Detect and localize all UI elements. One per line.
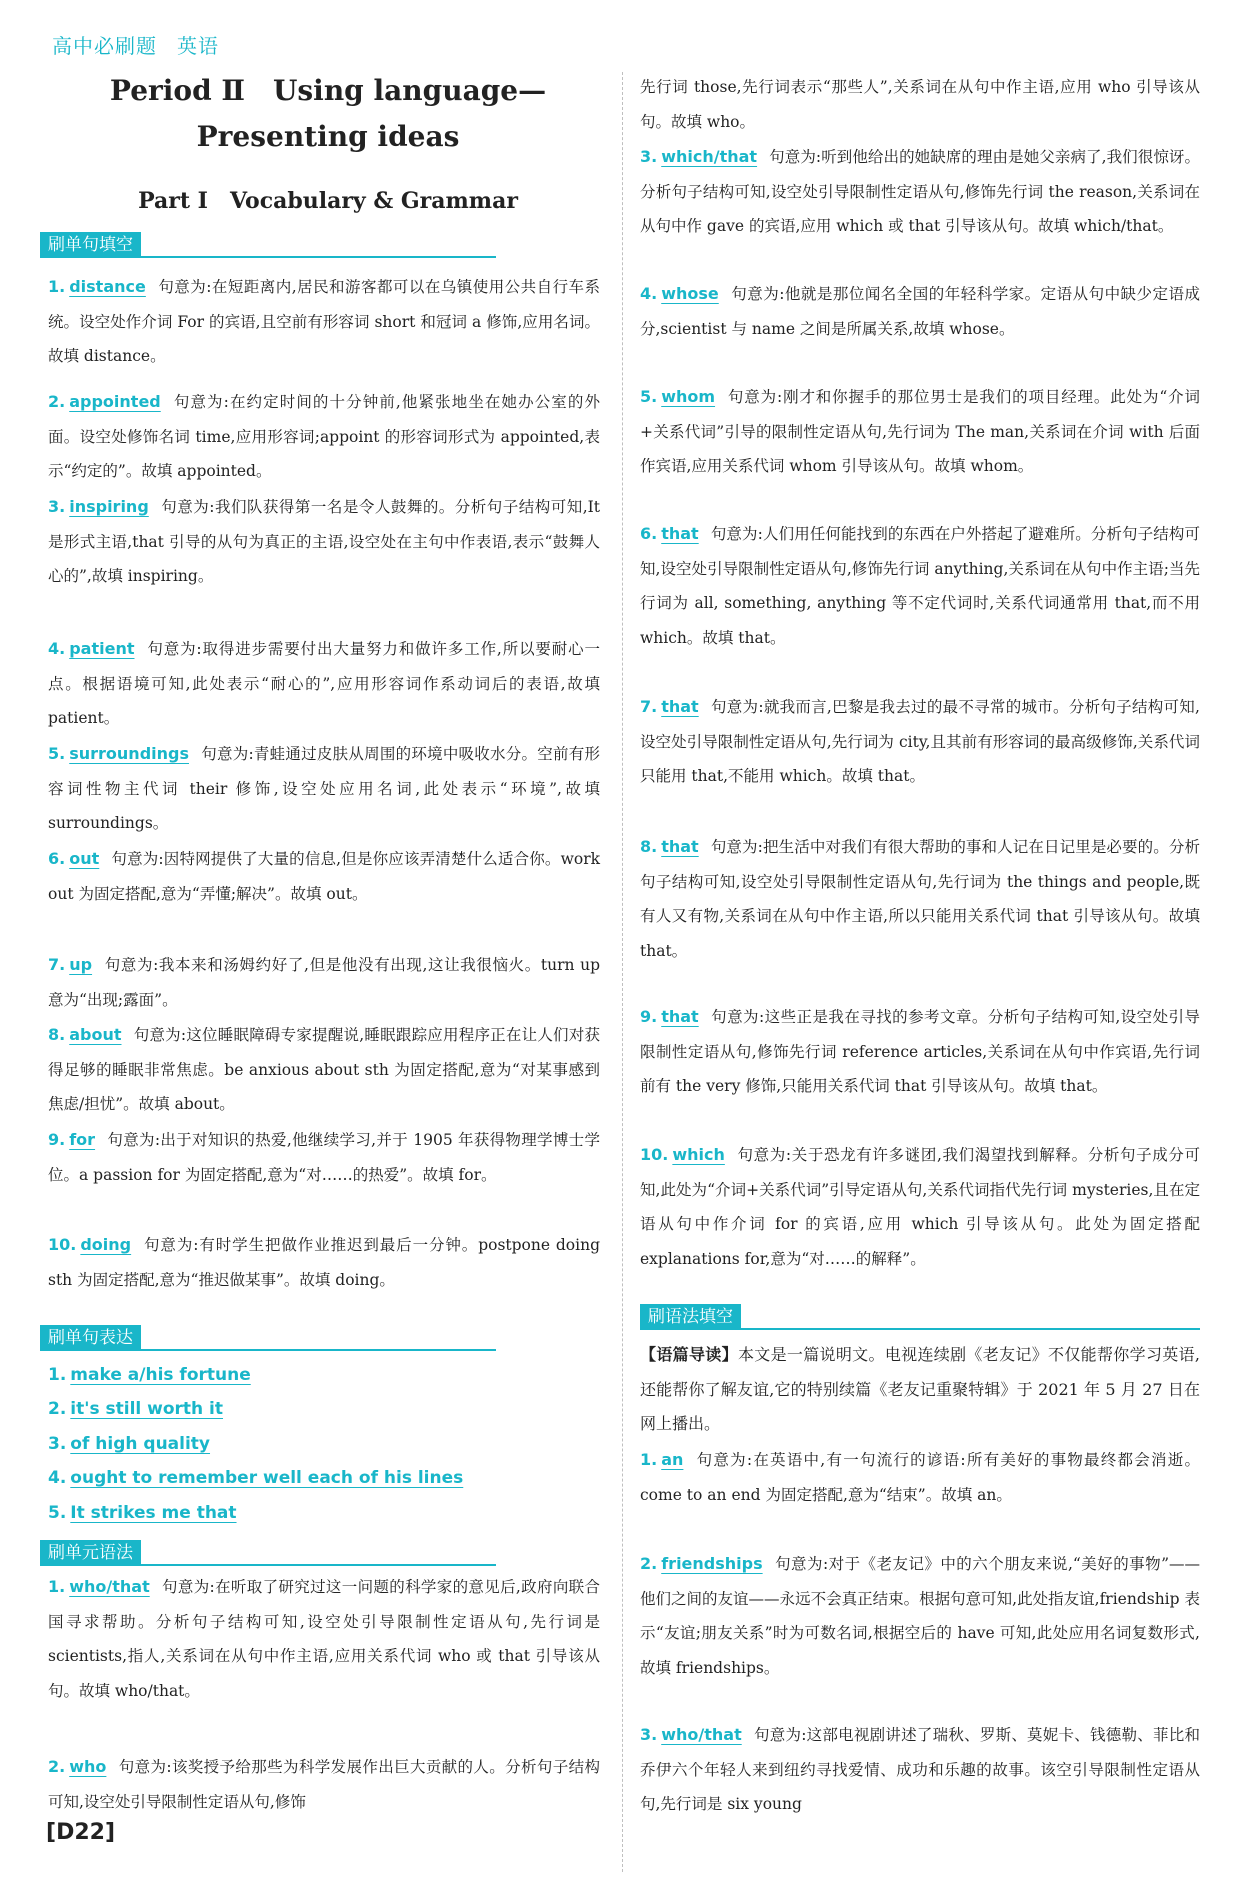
item-explanation: 句意为:我们队获得第一名是令人鼓舞的。分析句子结构可知,It 是形式主语,that 引导的从句为真正的主语,设空处在主句中作表语,表示“鼓舞人心的”,故填 inspiring。 [48,498,600,585]
item-number: 5. [48,1503,67,1523]
item-answer: it's still worth it [70,1399,224,1419]
item-answer: who/that [661,1725,742,1744]
answer-item [640,1000,1200,1104]
item-explanation: 句意为:听到他给出的她缺席的理由是她父亲病了,我们很惊讶。分析句子结构可知,设空处引导限制性定语从句,修饰先行词 the reason,关系词在从句中作 gave 的宾语,应用 which 或 that 引导该从句。故填 which/that。 [640,148,1200,235]
item-explanation: 句意为:在听取了研究过这一问题的科学家的意见后,政府向联合国寻求帮助。分析句子结构可知,设空处引导限制性定语从句,先行词是 scientists,指人,关系词在从句中作主语,应用关系代词 who 或 that 引导该从句。故填 who/that。 [48,1578,600,1700]
item-explanation: 句意为:在短距离内,居民和游客都可以在乌镇使用公共自行车系统。设空处作介词 For 的宾语,且空前有形容词 short 和冠词 a 修饰,应用名词。故填 distance。 [48,278,600,365]
answer-item [640,830,1200,968]
item-explanation: 句意为:刚才和你握手的那位男士是我们的项目经理。此处为“介词+关系代词”引导的限制性定语从句,先行词为 The man,关系词在介词 with 后面作宾语,应用关系代词 whom 引导该从句。故填 whom。 [640,388,1200,475]
item-number: 6. [48,849,66,868]
part-heading: Part Ⅰ Vocabulary & Grammar [138,188,518,214]
answer-item [48,1570,600,1708]
intro-tag: 【语篇导读】 [640,1345,738,1364]
item-number: 8. [48,1025,66,1044]
answer-item [48,632,600,736]
item-answer: make a/his fortune [70,1365,251,1385]
item-number: 3. [640,147,658,166]
book-name: 高中必刷题 [52,34,157,58]
answer-item [640,517,1200,655]
item-answer: inspiring [69,497,149,516]
item-number: 8. [640,837,658,856]
item-number: 2. [48,1757,66,1776]
answer-item [48,737,600,841]
item-number: 5. [640,387,658,406]
answer-item [640,140,1200,244]
section-heading [40,232,496,258]
item-answer: which/that [661,147,758,166]
item-number: 3. [48,1434,67,1454]
item-number: 4. [640,284,658,303]
item-answer: appointed [69,392,161,411]
intro-text: 本文是一篇说明文。电视连续剧《老友记》不仅能帮你学习英语,还能帮你了解友谊,它的特别续篇《老友记重聚特辑》于 2021 年 5 月 27 日在网上播出。 [640,1345,1200,1433]
item-answer: for [69,1130,96,1149]
item-number: 3. [640,1725,658,1744]
item-explanation: 句意为:就我而言,巴黎是我去过的最不寻常的城市。分析句子结构可知,设空处引导限制性定语从句,先行词为 city,且其前有形容词的最高级修饰,关系代词只能用 that,不能用 which。故填 that。 [640,698,1200,785]
item-explanation: 句意为:在英语中,有一句流行的谚语:所有美好的事物最终都会消逝。come to an end 为固定搭配,意为“结束”。故填 an。 [640,1451,1200,1504]
item-explanation: 句意为:因特网提供了大量的信息,但是你应该弄清楚什么适合你。work out 为固定搭配,意为“弄懂;解决”。故填 out。 [48,850,600,903]
section-tag: 刷单元语法 [40,1540,141,1566]
section-heading [640,1304,1200,1330]
item-explanation: 句意为:我本来和汤姆约好了,但是他没有出现,这让我很恼火。turn up 意为“出现;露面”。 [48,956,600,1009]
item-answer: out [69,849,100,868]
answer-item [48,1358,600,1393]
item-answer: It strikes me that [70,1503,237,1523]
item-explanation: 句意为:关于恐龙有许多谜团,我们渴望找到解释。分析句子成分可知,此处为“介词+关系代词”引导定语从句,关系代词指代先行词 mysteries,且在定语从句中作介词 for 的宾语,应用 which 引导该从句。此处为固定搭配 explanations for,意为“对……的解释”。 [640,1146,1200,1268]
item-number: 2. [48,392,66,411]
item-number: 3. [48,497,66,516]
item-explanation: 句意为:青蛙通过皮肤从周围的环境中吸收水分。空前有形容词性物主代词 their 修饰,设空处应用名词,此处表示“环境”,故填 surroundings。 [48,745,600,832]
page-number: [D22] [46,1820,116,1845]
answer-item [48,948,600,1017]
answer-item [48,1018,600,1122]
answer-item [48,1228,600,1297]
item-answer: that [661,697,699,716]
item-answer: that [661,1007,699,1026]
answer-item [48,270,600,374]
section-tag: 刷语法填空 [640,1304,741,1330]
item-number: 6. [640,524,658,543]
answer-item [48,1392,600,1427]
item-number: 4. [48,639,66,658]
item-number: 1. [48,277,66,296]
item-number: 1. [640,1450,658,1469]
item-explanation: 句意为:人们用任何能找到的东西在户外搭起了避难所。分析句子结构可知,设空处引导限制性定语从句,修饰先行词 anything,关系词在从句中作主语;当先行词为 all, something, anything 等不定代词时,关系代词通常用 that,而不用 which。故填 that。 [640,525,1200,647]
answer-item [48,1750,600,1819]
section-tag: 刷单句表达 [40,1325,141,1351]
item-explanation: 句意为:这些正是我在寻找的参考文章。分析句子结构可知,设空处引导限制性定语从句,修饰先行词 reference articles,关系词在从句中作宾语,先行词前有 the very 修饰,只能用关系代词 that 引导该从句。故填 that。 [640,1008,1200,1095]
item-explanation: 句意为:这位睡眠障碍专家提醒说,睡眠跟踪应用程序正在让人们对获得足够的睡眠非常焦虑。be anxious about sth 为固定搭配,意为“对某事感到焦虑/担忧”。故填 about。 [48,1026,600,1113]
item-explanation: 句意为:有时学生把做作业推迟到最后一分钟。postpone doing sth 为固定搭配,意为“推迟做某事”。故填 doing。 [48,1236,600,1289]
item-number: 10. [640,1145,669,1164]
answer-item [48,1461,600,1496]
item-number: 5. [48,744,66,763]
item-answer: about [69,1025,122,1044]
item-number: 7. [640,697,658,716]
answer-item [48,385,600,489]
item-answer: distance [69,277,146,296]
answer-item [640,1718,1200,1822]
item-number: 1. [48,1365,67,1385]
answer-item [640,277,1200,346]
item-number: 1. [48,1577,66,1596]
item-answer: patient [69,639,135,658]
item-answer: up [69,955,93,974]
item-answer: doing [80,1235,132,1254]
item-answer: whose [661,284,719,303]
passage-intro [640,1338,1200,1442]
item-number: 7. [48,955,66,974]
section-heading [40,1540,496,1566]
item-answer: of high quality [70,1434,211,1454]
section-tag: 刷单句填空 [40,232,141,258]
answer-item [640,690,1200,794]
answer-item [640,70,1200,139]
book-header [52,30,219,59]
item-number: 9. [48,1130,66,1149]
item-answer: an [661,1450,684,1469]
item-answer: which [672,1145,725,1164]
section-heading [40,1325,496,1351]
answer-item [640,1138,1200,1276]
item-explanation: 句意为:该奖授予给那些为科学发展作出巨大贡献的人。分析句子结构可知,设空处引导限制性定语从句,修饰 [48,1758,600,1811]
item-explanation: 句意为:在约定时间的十分钟前,他紧张地坐在她办公室的外面。设空处修饰名词 time,应用形容词;appoint 的形容词形式为 appointed,表示“约定的”。故填 appointed。 [48,393,600,480]
item-answer: who/that [69,1577,150,1596]
item-answer: who [69,1757,107,1776]
item-number: 9. [640,1007,658,1026]
answer-item [48,1427,600,1462]
column-divider [622,72,623,1872]
item-explanation: 先行词 those,先行词表示“那些人”,关系词在从句中作主语,应用 who 引导该从句。故填 who。 [640,78,1200,131]
answer-item [48,842,600,911]
answer-item [48,1123,600,1192]
page-title [48,68,608,160]
answer-item [48,1496,600,1531]
item-number: 10. [48,1235,77,1254]
title-line-1: Period Ⅱ Using language— [109,74,547,107]
answer-item [640,1547,1200,1685]
item-answer: that [661,837,699,856]
item-explanation: 句意为:取得进步需要付出大量努力和做许多工作,所以要耐心一点。根据语境可知,此处表示“耐心的”,应用形容词作系动词后的表语,故填 patient。 [48,640,600,727]
item-answer: surroundings [69,744,189,763]
item-explanation: 句意为:对于《老友记》中的六个朋友来说,“美好的事物”——他们之间的友谊——永远不会真正结束。根据句意可知,此处指友谊,friendship 表示“友谊;朋友关系”时为可数名词,根据空后的 have 可知,此处应用名词复数形式,故填 friendships。 [640,1555,1200,1677]
title-line-2: Presenting ideas [196,120,460,153]
answer-item [48,490,600,594]
item-number: 2. [48,1399,67,1419]
item-answer: ought to remember well each of his lines [70,1468,464,1488]
answer-item [640,380,1200,484]
answer-item [640,1443,1200,1512]
item-answer: friendships [661,1554,763,1573]
item-explanation: 句意为:把生活中对我们有很大帮助的事和人记在日记里是必要的。分析句子结构可知,设空处引导限制性定语从句,先行词为 the things and people,既有人又有物,关系词在从句中作主语,所以只能用关系代词 that 引导该从句。故填 that。 [640,838,1200,960]
subject-name: 英语 [177,34,219,58]
item-explanation: 句意为:出于对知识的热爱,他继续学习,并于 1905 年获得物理学博士学位。a passion for 为固定搭配,意为“对……的热爱”。故填 for。 [48,1131,600,1184]
item-number: 2. [640,1554,658,1573]
item-explanation: 句意为:这部电视剧讲述了瑞秋、罗斯、莫妮卡、钱德勒、菲比和乔伊六个年轻人来到纽约寻找爱情、成功和乐趣的故事。该空引导限制性定语从句,先行词是 six young [640,1726,1200,1813]
item-explanation: 句意为:他就是那位闻名全国的年轻科学家。定语从句中缺少定语成分,scientist 与 name 之间是所属关系,故填 whose。 [640,285,1200,338]
item-answer: that [661,524,699,543]
item-answer: whom [661,387,716,406]
item-number: 4. [48,1468,67,1488]
